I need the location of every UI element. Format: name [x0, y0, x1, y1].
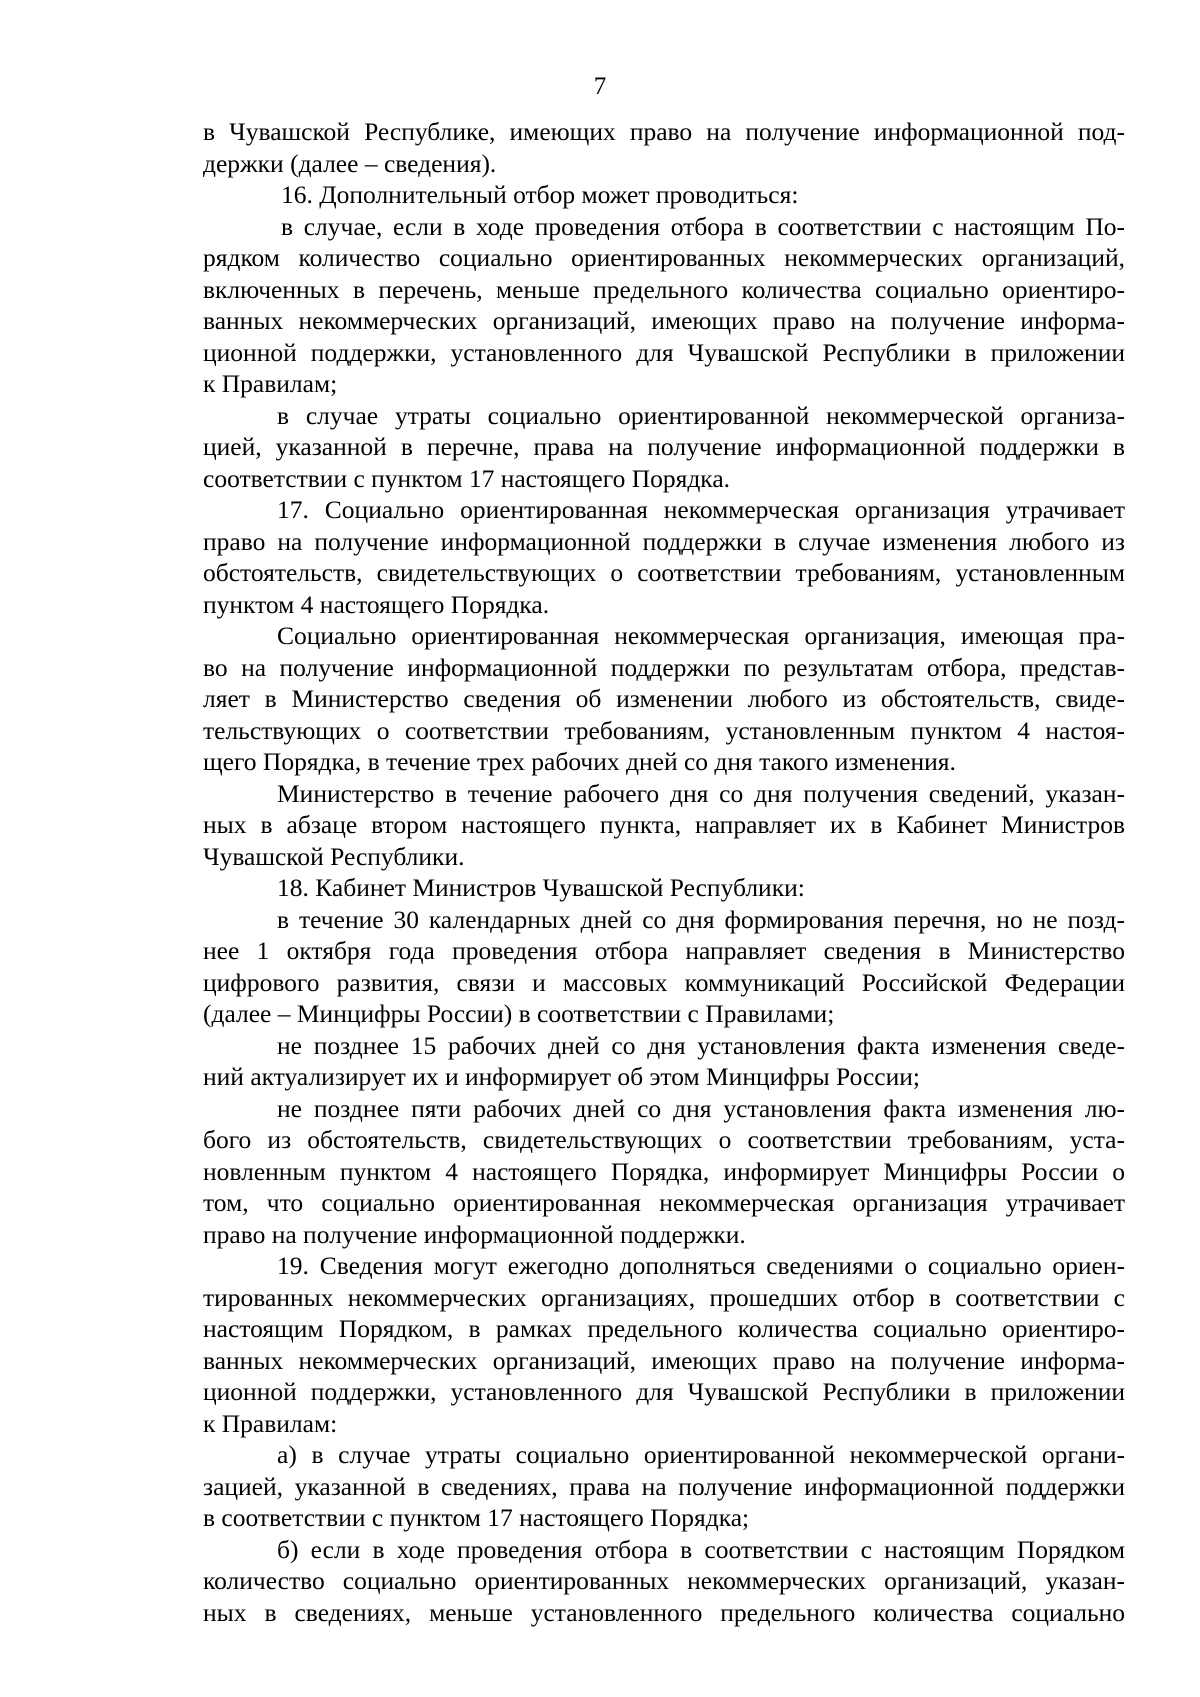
- text-line: не позднее пяти рабочих дней со дня установления факта изменения лю-: [277, 1093, 1125, 1123]
- text-line: зацией, указанной в сведениях, права на получение информационной поддержки: [203, 1471, 1125, 1501]
- text-line: а) в случае утраты социально ориентированной некоммерческой органи-: [277, 1440, 1125, 1469]
- text-line: рядком количество социально ориентированных некоммерческих организаций,: [203, 243, 1125, 272]
- text-line: настоящим Порядком, в рамках предельного количества социально ориентиро-: [203, 1314, 1125, 1343]
- text-line: ванных некоммерческих организаций, имеющих право на получение информа-: [203, 1345, 1125, 1375]
- text-line: тельствующих о соответствии требованиям, установленным пунктом 4 настоя-: [203, 715, 1125, 745]
- text-line: соответствии с пунктом 17 настоящего Порядка.: [203, 463, 731, 493]
- text-line: не позднее 15 рабочих дней со дня установления факта изменения сведе-: [277, 1030, 1125, 1060]
- text-line: 19. Сведения могут ежегодно дополняться сведениями о социально ориен-: [277, 1251, 1125, 1280]
- text-line: в соответствии с пунктом 17 настоящего Порядка;: [203, 1503, 750, 1532]
- text-line: в течение 30 календарных дней со дня формирования перечня, но не позд-: [277, 904, 1125, 934]
- text-line: ционной поддержки, установленного для Чувашской Республики в приложении: [203, 1377, 1125, 1406]
- page-number: 7: [593, 73, 607, 100]
- text-line: обстоятельств, свидетельствующих о соответствии требованиям, установленным: [203, 558, 1125, 587]
- text-line: 16. Дополнительный отбор может проводиться:: [281, 180, 799, 209]
- text-line: ванных некоммерческих организаций, имеющих право на получение информа-: [203, 306, 1125, 335]
- text-line: ляет в Министерство сведения об изменении любого из обстоятельств, свиде-: [203, 684, 1125, 713]
- text-line: к Правилам:: [203, 1408, 338, 1438]
- text-line: том, что социально ориентированная некоммерческая организация утрачивает: [203, 1188, 1125, 1217]
- text-line: право на получение информационной поддержки.: [203, 1219, 746, 1249]
- text-line: право на получение информационной поддержки в случае изменения любого из: [203, 526, 1125, 556]
- text-line: количество социально ориентированных некоммерческих организаций, указан-: [203, 1566, 1125, 1595]
- text-line: в случае, если в ходе проведения отбора в соответствии с настоящим По-: [281, 211, 1125, 241]
- text-line: новленным пунктом 4 настоящего Порядка, информирует Минцифры России о: [203, 1156, 1125, 1186]
- text-line: в Чувашской Республике, имеющих право на получение информационной под-: [203, 117, 1125, 146]
- text-line: цифрового развития, связи и массовых коммуникаций Российской Федерации: [203, 967, 1125, 997]
- text-line: держки (далее – сведения).: [203, 148, 497, 178]
- text-line: Социально ориентированная некоммерческая организация, имеющая пра-: [277, 621, 1125, 650]
- text-line: ний актуализирует их и информирует об этом Минцифры России;: [203, 1062, 920, 1091]
- text-line: бого из обстоятельств, свидетельствующих о соответствии требованиям, уста-: [203, 1125, 1125, 1154]
- text-line: ных в сведениях, меньше установленного предельного количества социально: [203, 1597, 1125, 1627]
- text-line: пунктом 4 настоящего Порядка.: [203, 589, 550, 619]
- text-line: 18. Кабинет Министров Чувашской Республики:: [277, 873, 805, 902]
- document-body: [203, 116, 1125, 1628]
- text-line: к Правилам;: [203, 369, 338, 398]
- text-line: щего Порядка, в течение трех рабочих дней со дня такого изменения.: [203, 747, 956, 776]
- text-line: Чувашской Республики.: [203, 841, 465, 871]
- text-line: цией, указанной в перечне, права на получение информационной поддержки в: [203, 432, 1125, 461]
- text-line: 17. Социально ориентированная некоммерческая организация утрачивает: [277, 495, 1125, 524]
- text-line: (далее – Минцифры России) в соответствии с Правилами;: [203, 999, 835, 1028]
- text-line: во на получение информационной поддержки по результатам отбора, представ-: [203, 652, 1125, 682]
- text-line: ных в абзаце втором настоящего пункта, направляет их в Кабинет Министров: [203, 810, 1125, 839]
- text-line: Министерство в течение рабочего дня со дня получения сведений, указан-: [277, 778, 1125, 808]
- text-line: ционной поддержки, установленного для Чувашской Республики в приложении: [203, 337, 1125, 367]
- text-line: б) если в ходе проведения отбора в соответствии с настоящим Порядком: [277, 1534, 1125, 1564]
- text-line: включенных в перечень, меньше предельного количества социально ориентиро-: [203, 274, 1125, 304]
- text-line: в случае утраты социально ориентированной некоммерческой организа-: [277, 400, 1125, 430]
- text-line: тированных некоммерческих организациях, прошедших отбор в соответствии с: [203, 1282, 1125, 1312]
- text-line: нее 1 октября года проведения отбора направляет сведения в Министерство: [203, 936, 1125, 965]
